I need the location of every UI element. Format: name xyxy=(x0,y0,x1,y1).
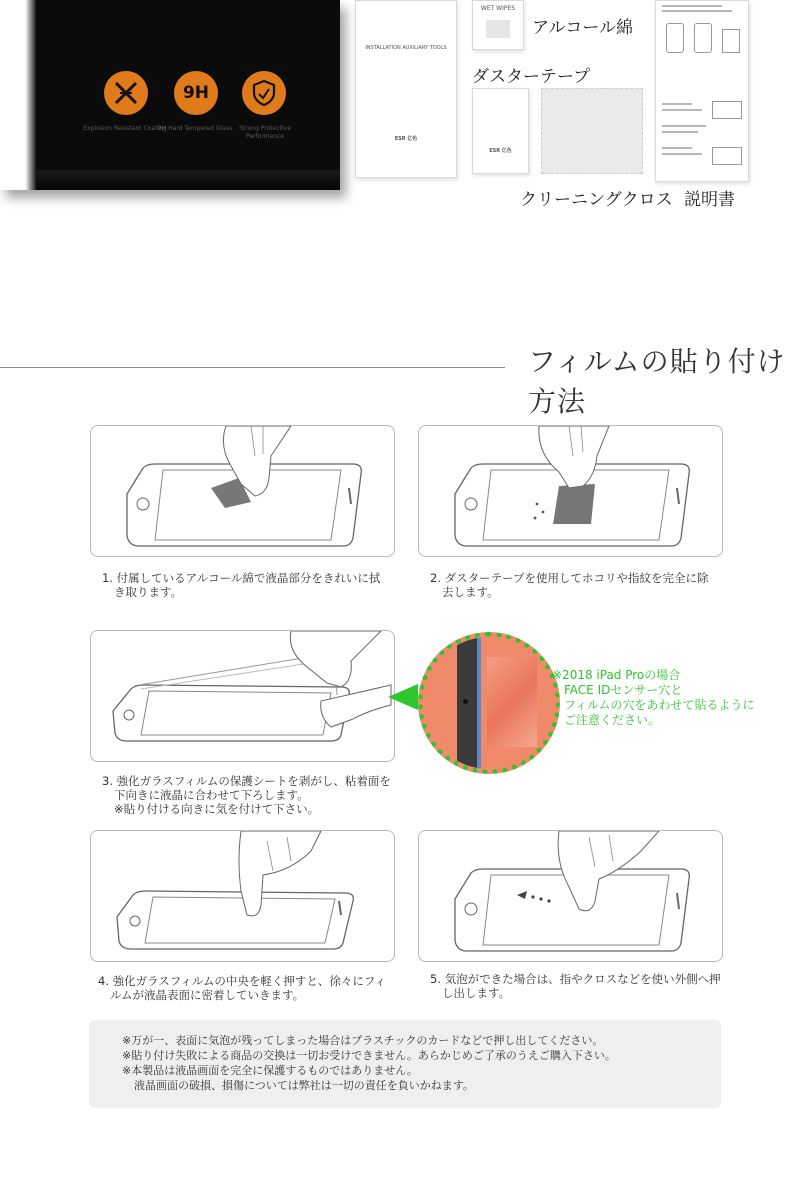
step-2-illustration xyxy=(418,425,723,557)
step-4-illustration xyxy=(90,830,395,962)
badge-9h xyxy=(174,71,218,115)
step-3-illustration xyxy=(90,630,395,762)
caption-line: き取ります。 xyxy=(114,585,183,599)
step-2-caption xyxy=(430,571,709,599)
face-id-zoom-circle xyxy=(418,632,560,774)
caption-line: 2. ダスターテープを使用してホコリや指紋を完全に除 xyxy=(430,571,709,585)
tools-card-title: INSTALLATION AUXILIARY TOOLS xyxy=(365,45,447,51)
step-3-caption xyxy=(102,774,391,816)
page-title: フィルムの貼り付け方法 xyxy=(528,345,786,418)
shield-icon xyxy=(242,71,286,115)
step-5-illustration xyxy=(418,830,723,962)
duster-tape-pack xyxy=(472,88,529,174)
cleaning-cloth xyxy=(541,88,643,174)
badge-caption: Strong Protective Performance xyxy=(239,125,291,140)
note-line: ※万が一、表面に気泡が残ってしまった場合はプラスチックのカードなどで押し出してください。 xyxy=(122,1034,604,1047)
label-cloth: クリーニングクロス xyxy=(520,190,673,210)
caption-line: 1. 付属しているアルコール綿で液晶部分をきれいに拭 xyxy=(102,571,381,585)
badge-shield xyxy=(242,71,286,115)
manual-sheet xyxy=(655,0,749,182)
label-alcohol: アルコール綿 xyxy=(532,18,633,38)
brand-logo: ESR 亿色 xyxy=(394,136,418,142)
caption-line: 去します。 xyxy=(442,585,499,599)
note-line: ※2018 iPad Proの場合 xyxy=(552,668,681,682)
label-manual: 説明書 xyxy=(684,190,735,210)
note-line: ご注意ください。 xyxy=(564,713,661,727)
header-divider xyxy=(0,367,505,368)
caption-line: 下向きに液晶に合わせて下ろします。 xyxy=(114,788,309,802)
installation-tools-card xyxy=(355,0,457,178)
note-line: フィルムの穴をあわせて貼るように xyxy=(564,698,755,712)
face-id-sensor xyxy=(463,699,468,704)
note-line: ※本製品は液晶画面を完全に保護するものではありません。 xyxy=(122,1064,418,1077)
product-box-image xyxy=(0,0,340,190)
note-line: 液晶画面の破損、損傷については弊社は一切の責任を負いかねます。 xyxy=(134,1079,474,1092)
caption-line: 3. 強化ガラスフィルムの保護シートを剥がし、粘着面を xyxy=(102,774,391,788)
note-line: ※貼り付け失敗による商品の交換は一切お受けできません。あらかじめご了承のうえご購入下さい。 xyxy=(122,1049,616,1062)
step-5-caption xyxy=(430,972,721,1000)
caption-line: ルムが液晶表面に密着していきます。 xyxy=(110,988,305,1002)
step-1-caption xyxy=(102,571,380,599)
brand-logo: ESR 亿色 xyxy=(489,148,512,154)
step-4-caption xyxy=(98,974,386,1002)
badge-caption: 9H Hard Tempered Glass xyxy=(157,125,233,132)
note-line: FACE IDセンサー穴と xyxy=(564,683,683,697)
caption-line: 4. 強化ガラスフィルムの中央を軽く押すと、徐々にフィ xyxy=(98,974,386,988)
no-scratch-icon xyxy=(104,71,148,115)
label-duster: ダスターテープ xyxy=(472,67,591,87)
caption-line: ※貼り付ける向きに気を付けて下さい。 xyxy=(114,802,320,816)
ipad-pro-note xyxy=(552,668,755,728)
wipes-title: WET WIPES xyxy=(480,5,516,12)
step-1-illustration xyxy=(90,425,395,557)
caption-line: し出します。 xyxy=(442,986,511,1000)
badge-caption: Explosion Resistant Coating xyxy=(83,125,167,132)
badge-no-scratch xyxy=(104,71,148,115)
9h-hardness-icon: 9H xyxy=(174,71,218,115)
caption-line: 5. 気泡ができた場合は、指やクロスなどを使い外側へ押 xyxy=(430,972,721,986)
wet-wipes-pack xyxy=(472,0,524,50)
